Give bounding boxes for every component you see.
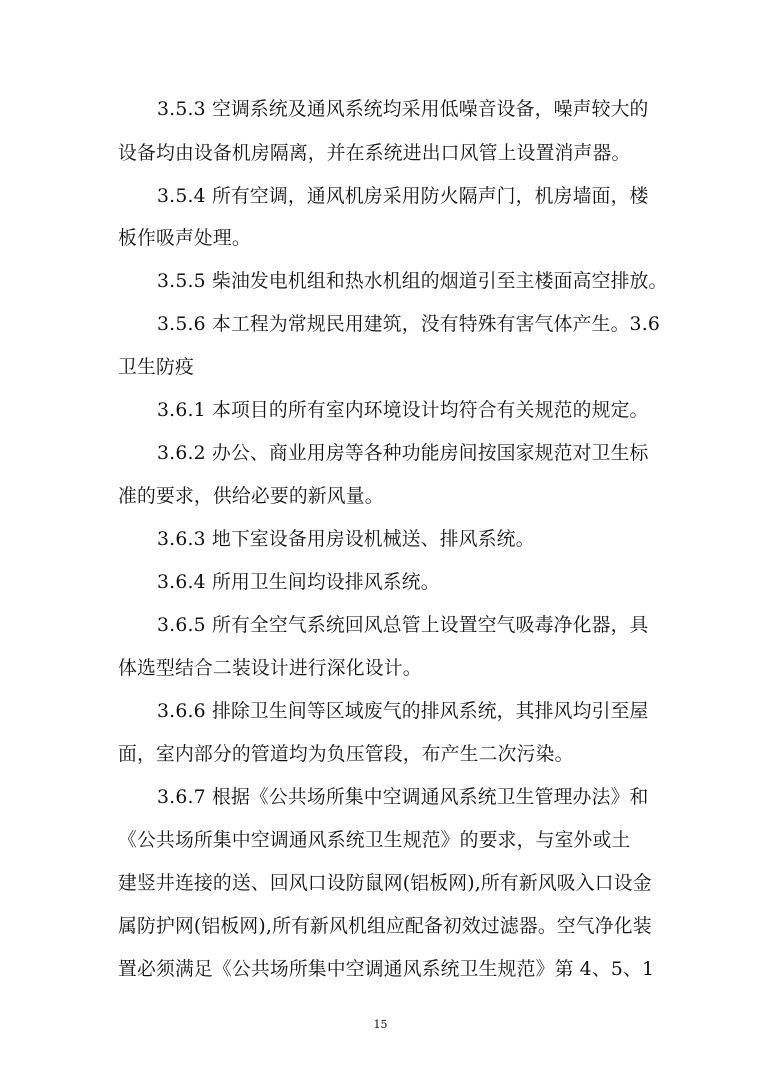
paragraph-line: 3.5.5 柴油发电机组和热水机组的烟道引至主楼面高空排放。 (157, 271, 668, 292)
paragraph-line: 《公共场所集中空调通风系统卫生规范》的要求，与室外或土 (118, 830, 631, 851)
paragraph-line: 准的要求，供给必要的新风量。 (118, 486, 384, 507)
paragraph-line: 设备均由设备机房隔离，并在系统进出口风管上设置消声器。 (118, 143, 631, 164)
paragraph-line: 3.6.7 根据《公共场所集中空调通风系统卫生管理办法》和 (157, 787, 649, 808)
paragraph-line: 3.6.5 所有全空气系统回风总管上设置空气吸毒净化器，具 (157, 615, 649, 636)
paragraph-line: 3.6.6 排除卫生间等区域废气的排风系统，其排风均引至屋 (157, 701, 649, 722)
paragraph-line: 置必须满足《公共场所集中空调通风系统卫生规范》第 4、5、1 (118, 959, 655, 980)
page-number: 15 (373, 1018, 388, 1031)
paragraph-line: 3.6.1 本项目的所有室内环境设计均符合有关规范的规定。 (157, 400, 649, 421)
section-heading: 卫生防疫 (118, 357, 194, 378)
paragraph-line: 3.5.3 空调系统及通风系统均采用低噪音设备，噪声较大的 (157, 99, 649, 120)
paragraph-line: 属防护网(铝板网),所有新风机组应配备初效过滤器。空气净化装 (118, 916, 652, 937)
paragraph-line: 3.6.3 地下室设备用房设机械送、排风系统。 (157, 529, 535, 550)
paragraph-line: 3.6.4 所用卫生间均设排风系统。 (157, 572, 440, 593)
paragraph-line: 3.6.2 办公、商业用房等各种功能房间按国家规范对卫生标 (157, 443, 649, 464)
paragraph-line: 板作吸声处理。 (118, 228, 251, 249)
paragraph-line: 面，室内部分的管道均为负压管段，布产生二次污染。 (118, 744, 574, 765)
paragraph-line: 建竖井连接的送、回风口设防鼠网(铝板网),所有新风吸入口设金 (118, 873, 652, 894)
paragraph-line: 3.5.6 本工程为常规民用建筑，没有特殊有害气体产生。3.6 (157, 314, 661, 335)
paragraph-line: 3.5.4 所有空调，通风机房采用防火隔声门，机房墙面，楼 (157, 186, 649, 207)
paragraph-line: 体选型结合二装设计进行深化设计。 (118, 658, 422, 679)
